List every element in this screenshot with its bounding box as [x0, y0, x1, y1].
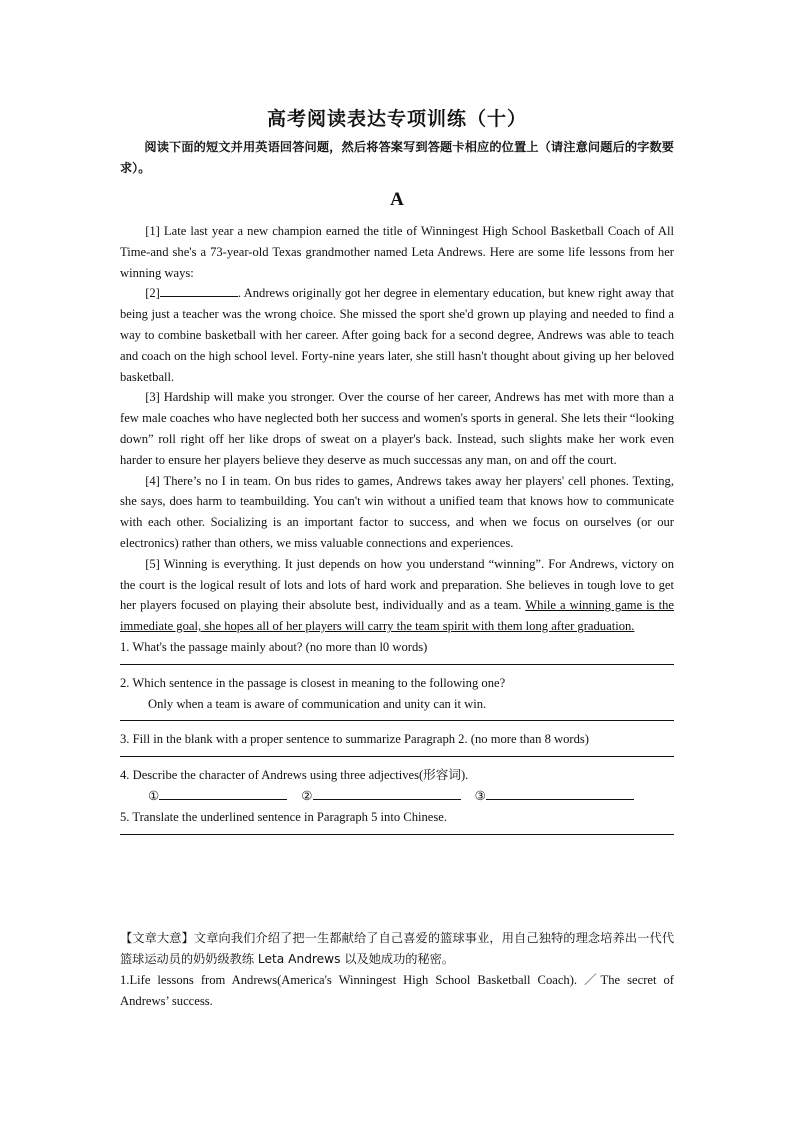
paragraph-2 [120, 283, 674, 387]
paragraph-1: [1] Late last year a new champion earned the title of Winningest High School Basketball Coach of All Time-and she's a 73-year-old Texas grandmother named Leta Andrews. Here are some life lessons from her winning ways: [120, 224, 674, 280]
paragraph-4: [4] There’s no I in team. On bus rides to games, Andrews takes away her players' cell phones. Texting, she says, does harm to teambuilding. You can't win without a unified team that knows how to communicate with each other. Socializing is an important factor to success, and when we focus on ourselves (or our electronics) rather than others, we miss valuable connections and experiences. [120, 473, 674, 550]
section-heading: A [390, 189, 404, 210]
paragraph-3: [3] Hardship will make you stronger. Over the course of her career, Andrews has met with more than a few male coaches who have neglected both her success and women's sports in general. She lets their “looking down” roll right off her like drops of sweat on a player's back. Instead, such slights make her work even harder to ensure her players believe they deserve as much successas any man, on and off the court. [120, 390, 674, 467]
paragraph-5-underlined-sentence: While a winning game is the immediate goal, she hopes all of her players will carry the team spirit with them long after graduation. [120, 598, 674, 634]
question-5: 5. Translate the underlined sentence in Paragraph 5 into Chinese. [120, 809, 448, 824]
answer-1: 1.Life lessons from Andrews(America's Winningest High School Basketball Coach). ／The secret of Andrews’ success. [120, 973, 674, 1008]
adjective-blank-1[interactable] [159, 787, 287, 800]
paragraph-5-text: [5] Winning is everything. It just depends on how you understand “winning”. For Andrews, victory on the court is the logical result of lots and lots of hard work and preparation. She believes in tough love to get her players focused on playing their absolute best, individually and as a team. [120, 556, 674, 613]
paragraph-2-blank[interactable] [160, 284, 238, 297]
passage-body [120, 221, 674, 835]
paragraph-2-text: . Andrews originally got her degree in elementary education, but knew right away that being just a teacher was the wrong choice. She missed the sport she'd grown up playing and needed to find a way to combine basketball with her career. After going back for a second degree, Andrews was able to teach and coach on the high school level. Forty-nine years later, she still hasn't thought about giving up her beloved basketball. [120, 286, 674, 384]
blank-mark-1: ① [148, 788, 160, 803]
question-4-blanks [120, 786, 674, 807]
question-2-sentence: Only when a team is aware of communication and unity can it win. [148, 696, 487, 711]
summary-paragraph [120, 928, 674, 970]
question-2: 2. Which sentence in the passage is closest in meaning to the following one? [120, 675, 506, 690]
adjective-blank-2[interactable] [313, 787, 461, 800]
answer-line-1[interactable] [120, 658, 674, 665]
answer-line-5[interactable] [120, 828, 674, 835]
question-4: 4. Describe the character of Andrews using three adjectives(形容词). [120, 768, 469, 783]
instructions: 阅读下面的短文并用英语回答问题，然后将答案写到答题卡相应的位置上（请注意问题后的字数要求）。 [120, 140, 674, 175]
blank-mark-3: ③ [474, 788, 486, 803]
question-1: 1. What's the passage mainly about? (no more than l0 words) [120, 639, 428, 654]
summary-label: 【文章大意】 [120, 931, 194, 945]
question-3: 3. Fill in the blank with a proper sentence to summarize Paragraph 2. (no more than 8 words) [120, 732, 589, 747]
blank-mark-2: ② [301, 788, 313, 803]
answer-line-3[interactable] [120, 750, 674, 757]
answer-line-2[interactable] [120, 714, 674, 721]
paragraph-5 [120, 554, 674, 637]
adjective-blank-3[interactable] [486, 787, 634, 800]
answer-summary [120, 928, 674, 1012]
page-title: 高考阅读表达专项训练（十） [266, 108, 527, 130]
summary-text: 文章向我们介绍了把一生都献给了自己喜爱的篮球事业，用自己独特的理念培养出一代代篮球运动员的奶奶级教练 Leta Andrews 以及她成功的秘密。 [120, 931, 675, 966]
paragraph-2-number: [2] [145, 286, 160, 301]
